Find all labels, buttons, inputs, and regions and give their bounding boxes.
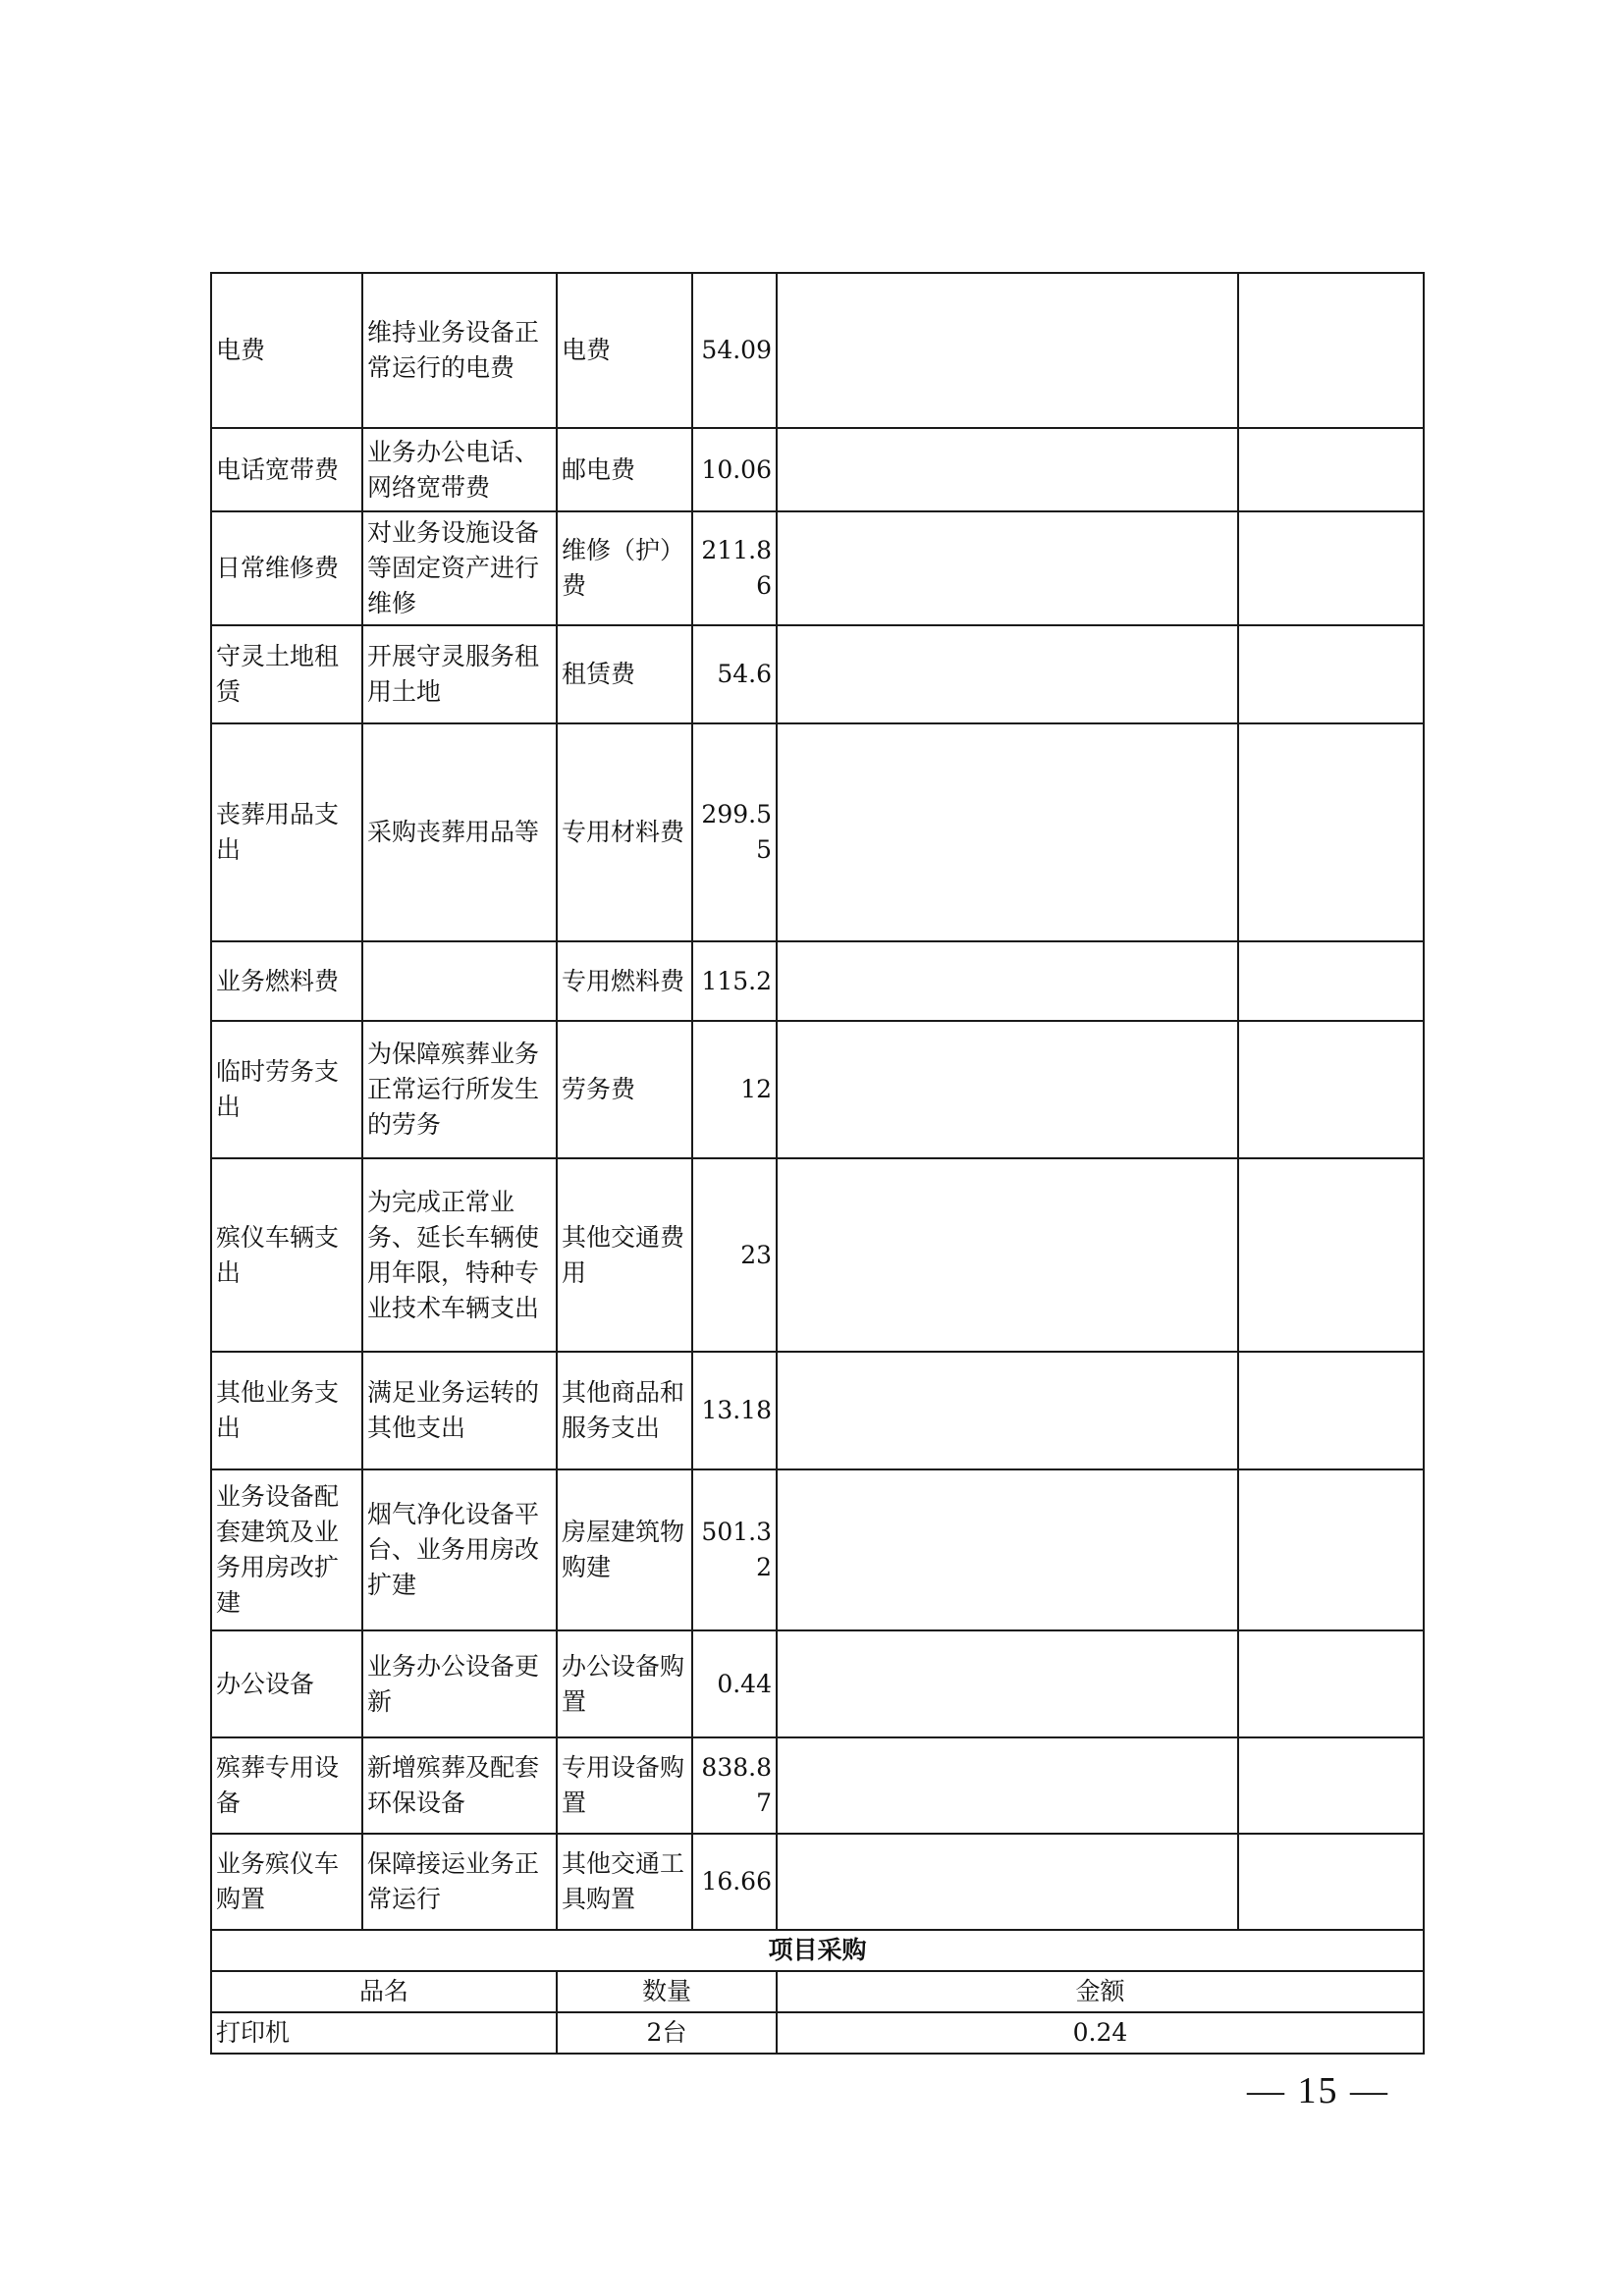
procurement-title: 项目采购 [211,1930,1424,1971]
table-row [211,273,1424,428]
blank-cell [777,1630,1238,1737]
blank-cell [1238,1158,1424,1352]
blank-cell [1238,625,1424,723]
blank-cell [777,428,1238,511]
table-row [211,1630,1424,1737]
item-name-cell: 殡葬专用设备 [211,1737,362,1834]
blank-cell [1238,1352,1424,1469]
table-row [211,1158,1424,1352]
table-row [211,428,1424,511]
expense-category-cell: 专用设备购置 [557,1737,692,1834]
blank-cell [777,1834,1238,1930]
procurement-quantity: 2台 [557,2012,777,2054]
amount-cell: 838.87 [692,1737,777,1834]
page-number: — 15 — [1247,2070,1389,2111]
item-name-cell: 日常维修费 [211,511,362,625]
expense-category-cell: 劳务费 [557,1021,692,1158]
item-description-cell: 业务办公电话、网络宽带费 [362,428,557,511]
header-amount: 金额 [777,1971,1424,2012]
blank-cell [1238,1469,1424,1630]
amount-cell: 13.18 [692,1352,777,1469]
table-row [211,1469,1424,1630]
amount-cell: 501.32 [692,1469,777,1630]
item-name-cell: 丧葬用品支出 [211,723,362,941]
item-name-cell: 殡仪车辆支出 [211,1158,362,1352]
item-name-cell: 业务设备配套建筑及业务用房改扩建 [211,1469,362,1630]
budget-table-page [210,272,1423,2055]
blank-cell [1238,723,1424,941]
item-description-cell: 满足业务运转的其他支出 [362,1352,557,1469]
table-row [211,1737,1424,1834]
amount-cell: 54.09 [692,273,777,428]
amount-cell: 0.44 [692,1630,777,1737]
budget-table [210,272,1425,2055]
blank-cell [777,625,1238,723]
expense-category-cell: 电费 [557,273,692,428]
table-row [211,1352,1424,1469]
expense-category-cell: 租赁费 [557,625,692,723]
procurement-item-name: 打印机 [211,2012,557,2054]
amount-cell: 23 [692,1158,777,1352]
item-description-cell: 采购丧葬用品等 [362,723,557,941]
procurement-amount: 0.24 [777,2012,1424,2054]
expense-category-cell: 邮电费 [557,428,692,511]
expense-category-cell: 其他交通费用 [557,1158,692,1352]
item-name-cell: 电话宽带费 [211,428,362,511]
item-description-cell: 对业务设施设备等固定资产进行维修 [362,511,557,625]
amount-cell: 54.6 [692,625,777,723]
blank-cell [777,511,1238,625]
item-name-cell: 电费 [211,273,362,428]
item-description-cell: 开展守灵服务租用土地 [362,625,557,723]
blank-cell [777,1737,1238,1834]
header-quantity: 数量 [557,1971,777,2012]
table-row [211,1021,1424,1158]
item-description-cell: 保障接运业务正常运行 [362,1834,557,1930]
item-description-cell: 新增殡葬及配套环保设备 [362,1737,557,1834]
blank-cell [777,1021,1238,1158]
amount-cell: 16.66 [692,1834,777,1930]
table-row [211,625,1424,723]
item-name-cell: 业务燃料费 [211,941,362,1021]
item-name-cell: 其他业务支出 [211,1352,362,1469]
procurement-header-row [211,1971,1424,2012]
header-item-name: 品名 [211,1971,557,2012]
blank-cell [777,941,1238,1021]
expense-category-cell: 专用燃料费 [557,941,692,1021]
amount-cell: 10.06 [692,428,777,511]
table-row [211,511,1424,625]
item-name-cell: 业务殡仪车购置 [211,1834,362,1930]
procurement-row [211,2012,1424,2054]
blank-cell [1238,1630,1424,1737]
blank-cell [777,1352,1238,1469]
table-row [211,941,1424,1021]
table-row [211,1834,1424,1930]
blank-cell [777,723,1238,941]
expense-category-cell: 维修（护）费 [557,511,692,625]
item-name-cell: 办公设备 [211,1630,362,1737]
item-description-cell: 为完成正常业务、延长车辆使用年限，特种专业技术车辆支出 [362,1158,557,1352]
blank-cell [1238,1834,1424,1930]
item-name-cell: 临时劳务支出 [211,1021,362,1158]
item-description-cell: 维持业务设备正常运行的电费 [362,273,557,428]
item-description-cell [362,941,557,1021]
item-name-cell: 守灵土地租赁 [211,625,362,723]
amount-cell: 12 [692,1021,777,1158]
blank-cell [777,1158,1238,1352]
expense-category-cell: 专用材料费 [557,723,692,941]
expense-category-cell: 房屋建筑物购建 [557,1469,692,1630]
blank-cell [1238,1021,1424,1158]
expense-category-cell: 其他商品和服务支出 [557,1352,692,1469]
amount-cell: 299.55 [692,723,777,941]
procurement-section-row [211,1930,1424,1971]
blank-cell [1238,428,1424,511]
blank-cell [1238,941,1424,1021]
expense-category-cell: 办公设备购置 [557,1630,692,1737]
item-description-cell: 业务办公设备更新 [362,1630,557,1737]
blank-cell [777,1469,1238,1630]
expense-category-cell: 其他交通工具购置 [557,1834,692,1930]
item-description-cell: 烟气净化设备平台、业务用房改扩建 [362,1469,557,1630]
item-description-cell: 为保障殡葬业务正常运行所发生的劳务 [362,1021,557,1158]
blank-cell [777,273,1238,428]
amount-cell: 211.86 [692,511,777,625]
amount-cell: 115.2 [692,941,777,1021]
table-row [211,723,1424,941]
blank-cell [1238,511,1424,625]
blank-cell [1238,1737,1424,1834]
blank-cell [1238,273,1424,428]
